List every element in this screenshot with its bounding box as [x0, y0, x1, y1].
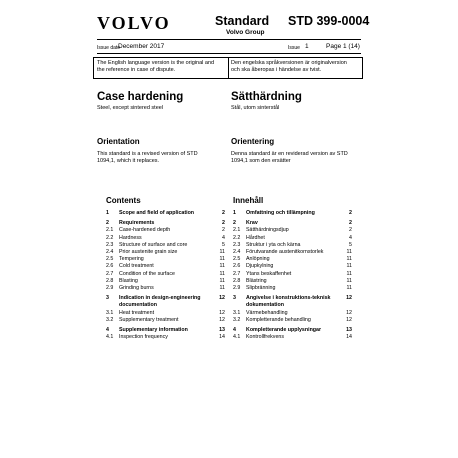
- toc-entry: [233, 227, 352, 234]
- orientation-text-english: This standard is a revised version of STD 1094,1, which it replaces.: [97, 151, 198, 164]
- toc-entry-number: 3: [106, 295, 109, 302]
- toc-entry-page: 12: [219, 309, 225, 316]
- toc-entry: [233, 242, 352, 249]
- toc-entry-number: 2.8: [106, 277, 114, 284]
- toc-entry-page: 11: [346, 270, 352, 277]
- toc-entry-page: 11: [219, 270, 225, 277]
- toc-entry-page: 12: [346, 309, 352, 316]
- subtitle-swedish: Stål, utom sinterstål: [231, 105, 280, 111]
- toc-entry: [106, 295, 225, 309]
- toc-entry: [233, 285, 352, 292]
- toc-entry-number: 2.6: [233, 263, 241, 270]
- toc-entry-title: Inspection frequency: [119, 334, 168, 341]
- toc-entry-title: Värmebehandling: [246, 309, 288, 316]
- toc-entry-page: 12: [346, 295, 352, 302]
- toc-entry-page: 11: [346, 277, 352, 284]
- toc-entry-number: 2.7: [233, 270, 241, 277]
- toc-entry-title: Kompletterande upplysningar: [246, 327, 322, 334]
- toc-entry-number: 2.3: [106, 241, 114, 248]
- toc-entry: [106, 242, 225, 249]
- toc-entry: [106, 310, 225, 317]
- toc-entry-title: Kompletterande behandling: [246, 316, 311, 323]
- toc-entry: [233, 249, 352, 256]
- toc-entry-title: Djupkylning: [246, 263, 274, 270]
- toc-entry: [106, 327, 225, 334]
- toc-entry-page: 2: [349, 210, 352, 216]
- header-divider: [97, 39, 361, 40]
- toc-entry: [233, 334, 352, 341]
- toc-entry: [233, 220, 352, 227]
- toc-entry-title: Prior austenite grain size: [119, 249, 178, 256]
- toc-entry: [233, 310, 352, 317]
- toc-entry-page: 14: [219, 334, 225, 341]
- toc-entry-title: Requirements: [119, 220, 155, 227]
- page-number: Page 1 (14): [326, 43, 360, 50]
- orientation-heading-swedish: Orientering: [231, 137, 275, 146]
- toc-entry: [233, 278, 352, 285]
- toc-entry-number: 2.8: [233, 277, 241, 284]
- orientation-text-swedish: Denna standard är en reviderad version av STD 1094,1 som den ersätter: [231, 151, 348, 164]
- toc-entry: [233, 271, 352, 278]
- toc-entry-number: 4.1: [233, 334, 241, 341]
- toc-entry-title: Case-hardened depth: [119, 227, 171, 234]
- toc-entry: [106, 334, 225, 341]
- toc-entry: [106, 249, 225, 256]
- toc-entry-number: 3: [233, 295, 236, 302]
- toc-entry: [106, 256, 225, 263]
- notice-divider: [228, 57, 229, 79]
- toc-entry-title: Förutvarande austenitkornstorlek: [246, 249, 324, 256]
- subtitle-english: Steel, except sintered steel: [97, 105, 164, 111]
- toc-entry-page: 4: [222, 234, 225, 241]
- title-english: Case hardening: [97, 91, 184, 103]
- toc-entry-title: Grinding burns: [119, 285, 154, 292]
- toc-entry-number: 2.9: [233, 285, 241, 292]
- toc-entry-number: 1: [233, 210, 236, 216]
- toc-entry-number: 4: [233, 327, 236, 334]
- toc-entry-page: 11: [219, 285, 225, 292]
- notice-swedish: Den engelska språkversionen är originalversion och ska åberopas i händelse av tvist.: [231, 60, 347, 73]
- toc-entry-page: 13: [346, 327, 352, 334]
- toc-entry-page: 11: [219, 249, 225, 256]
- toc-entry-page: 2: [222, 220, 225, 227]
- toc-entry-title: Cold treatment: [119, 263, 154, 270]
- title-swedish: Sätthärdning: [231, 91, 302, 103]
- toc-entry-page: 5: [222, 241, 225, 248]
- toc-entry-page: 5: [349, 241, 352, 248]
- toc-entry-title: Condition of the surface: [119, 270, 175, 277]
- toc-entry-title: Sätthärdningsdjup: [246, 227, 289, 234]
- issue-label: Issue: [288, 45, 300, 51]
- toc-entry: [233, 235, 352, 242]
- toc-english: [106, 210, 225, 341]
- toc-entry-page: 14: [346, 334, 352, 341]
- toc-entry-title: Supplementary information: [119, 327, 188, 334]
- toc-entry: [106, 271, 225, 278]
- toc-entry-number: 3.1: [106, 309, 114, 316]
- issue-date-label: Issue date: [97, 45, 121, 51]
- toc-entry-title: Slipbränning: [246, 285, 276, 292]
- toc-entry-page: 2: [349, 220, 352, 227]
- volvo-logo: VOLVO: [97, 13, 171, 33]
- volvo-group-label: Volvo Group: [226, 29, 265, 36]
- toc-entry-page: 12: [219, 316, 225, 323]
- toc-entry-number: 2: [106, 220, 109, 227]
- toc-entry-number: 2.1: [233, 227, 241, 234]
- toc-entry-page: 12: [219, 295, 225, 302]
- toc-entry-number: 2: [233, 220, 236, 227]
- toc-entry-page: 11: [346, 263, 352, 270]
- toc-entry-page: 11: [219, 277, 225, 284]
- toc-entry-title: Kontrollfrekvens: [246, 334, 284, 341]
- toc-entry-title: Omfattning och tillämpning: [246, 210, 315, 216]
- toc-entry: [106, 263, 225, 270]
- toc-entry-title: Krav: [246, 220, 258, 227]
- toc-entry-number: 2.4: [233, 249, 241, 256]
- toc-entry-page: 11: [346, 256, 352, 263]
- toc-entry-title: Heat treatment: [119, 309, 155, 316]
- toc-entry-page: 4: [349, 234, 352, 241]
- toc-entry-title: Angivelse i konstruktions-teknisk dokumentation: [246, 295, 331, 309]
- toc-entry-number: 2.2: [106, 234, 114, 241]
- toc-entry-page: 12: [346, 316, 352, 323]
- toc-entry-number: 2.5: [233, 256, 241, 263]
- toc-entry-number: 2.9: [106, 285, 114, 292]
- orientation-heading-english: Orientation: [97, 137, 140, 146]
- toc-entry-title: Ytans beskaffenhet: [246, 270, 292, 277]
- toc-entry-title: Scope and field of application: [119, 210, 195, 216]
- toc-entry: [233, 317, 352, 324]
- toc-entry-title: Blästring: [246, 277, 267, 284]
- toc-entry-number: 2.3: [233, 241, 241, 248]
- toc-entry: [233, 210, 352, 217]
- toc-entry-title: Structure of surface and core: [119, 241, 188, 248]
- meta-divider: [97, 53, 361, 54]
- toc-entry-page: 2: [222, 210, 225, 216]
- contents-heading-swedish: Innehåll: [233, 196, 264, 205]
- toc-entry-title: Hardness: [119, 234, 142, 241]
- notice-english: The English language version is the original and the reference in case of dispute.: [97, 60, 215, 73]
- toc-entry: [233, 295, 352, 309]
- toc-entry-title: Blasting: [119, 277, 138, 284]
- toc-entry-title: Tempering: [119, 256, 144, 263]
- toc-entry-page: 13: [219, 327, 225, 334]
- toc-entry-title: Supplementary treatment: [119, 316, 179, 323]
- toc-entry: [106, 227, 225, 234]
- toc-entry: [106, 285, 225, 292]
- toc-entry-number: 2.7: [106, 270, 114, 277]
- issue-number: 1: [305, 43, 309, 50]
- toc-entry-page: 11: [346, 249, 352, 256]
- standard-title: Standard: [215, 14, 270, 28]
- toc-entry-number: 3.2: [233, 316, 241, 323]
- toc-entry-number: 1: [106, 210, 109, 216]
- toc-entry-title: Indication in design-engineering documentation: [119, 295, 201, 309]
- toc-entry-number: 3.2: [106, 316, 114, 323]
- toc-entry-number: 3.1: [233, 309, 241, 316]
- toc-entry: [106, 220, 225, 227]
- toc-entry: [233, 263, 352, 270]
- toc-entry-page: 11: [219, 263, 225, 270]
- toc-entry-number: 2.6: [106, 263, 114, 270]
- toc-entry-title: Anlöpning: [246, 256, 270, 263]
- toc-entry-number: 4.1: [106, 334, 114, 341]
- contents-heading-english: Contents: [106, 196, 141, 205]
- toc-entry-page: 2: [349, 227, 352, 234]
- toc-entry: [106, 235, 225, 242]
- toc-entry: [233, 327, 352, 334]
- toc-entry-number: 2.1: [106, 227, 114, 234]
- toc-entry-title: Struktur i yta och kärna: [246, 241, 301, 248]
- toc-entry-page: 2: [222, 227, 225, 234]
- toc-entry-page: 11: [219, 256, 225, 263]
- standard-number: STD 399-0004: [288, 14, 370, 28]
- toc-entry-number: 2.5: [106, 256, 114, 263]
- toc-swedish: [233, 210, 352, 341]
- toc-entry: [106, 278, 225, 285]
- toc-entry-number: 4: [106, 327, 109, 334]
- toc-entry-number: 2.2: [233, 234, 241, 241]
- toc-entry-number: 2.4: [106, 249, 114, 256]
- issue-date: December 2017: [118, 43, 165, 50]
- toc-entry: [106, 317, 225, 324]
- toc-entry-title: Hårdhet: [246, 234, 265, 241]
- toc-entry-page: 11: [346, 285, 352, 292]
- toc-entry: [233, 256, 352, 263]
- toc-entry: [106, 210, 225, 217]
